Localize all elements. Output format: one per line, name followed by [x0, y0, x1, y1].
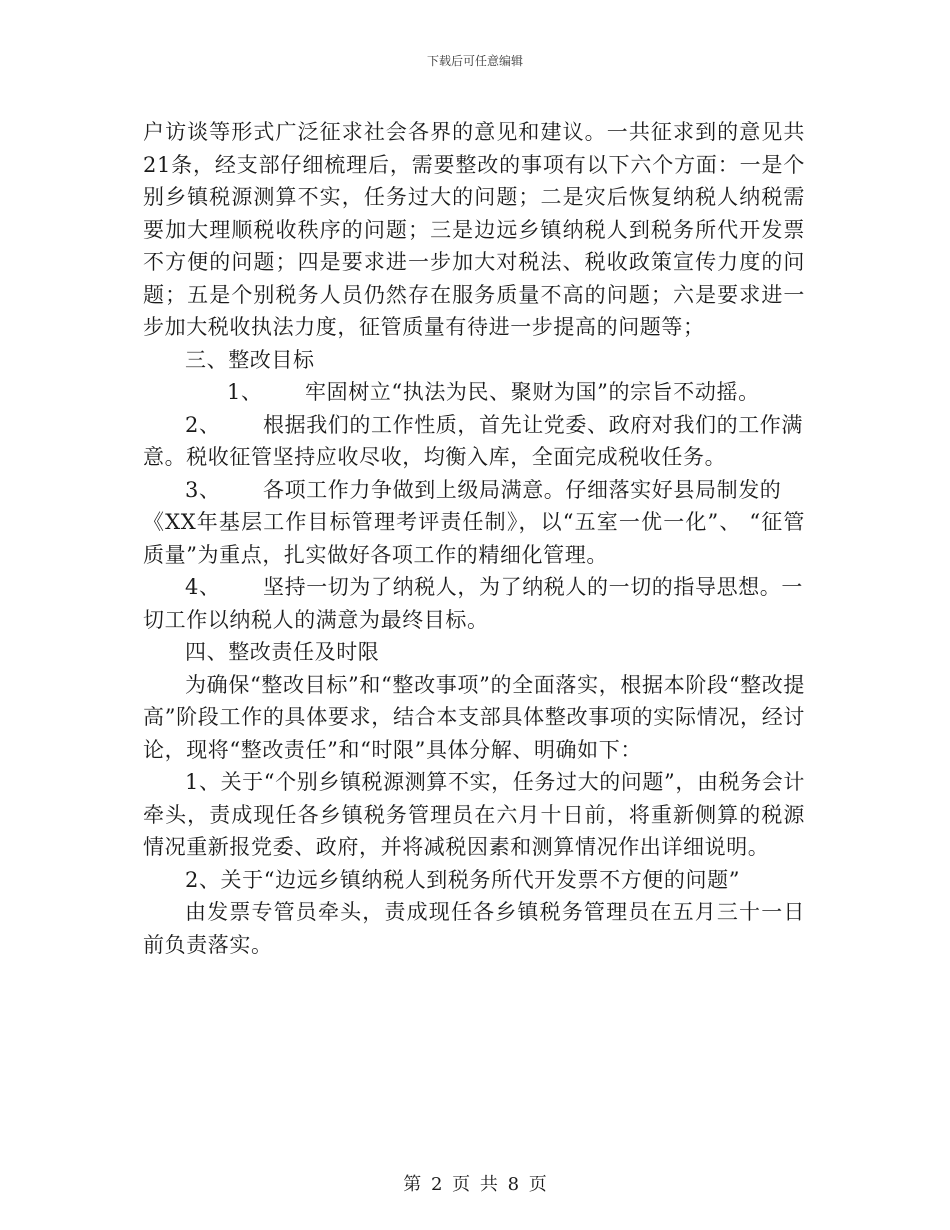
goal-text: 根据我们的工作性质，首先让党委、政府对我们的工作满: [263, 412, 803, 437]
goal-item-2: [143, 409, 805, 474]
responsibility-item-1: 1、关于“个别乡镇税源测算不实，任务过大的问题”，由税务会计牵头，责成现任各乡镇税务管理员在六月十日前，将重新侧算的税源情况重新报党委、政府，并将减税因素和测算情况作出详细说明。: [143, 770, 805, 859]
goal-text: 各项工作力争做到上级局满意。仔细落实好县局制发的: [263, 477, 782, 502]
goal-text-continued: 意。税收征管坚持应收尽收，均衡入库，全面完成税收任务。: [143, 445, 727, 469]
document-body: [143, 116, 805, 961]
goal-number: 2、: [185, 412, 221, 437]
section-heading-responsibility: 四、整改责任及时限: [185, 640, 380, 664]
goal-item-4: [143, 571, 805, 636]
page-number-footer: 第 2 页 共 8 页: [403, 1174, 547, 1195]
goal-text: 牢固树立“执法为民、聚财为国”的宗旨不动摇。: [305, 380, 760, 404]
goal-text-continued: 切工作以纳税人的满意为最终目标。: [143, 607, 489, 632]
section-heading-goals: 三、整改目标: [185, 347, 315, 372]
paragraph-opinions: 户访谈等形式广泛征求社会各界的意见和建议。一共征求到的意见共21条，经支部仔细梳理后，需要整改的事项有以下六个方面：一是个别乡镇税源测算不实，任务过大的问题；二是灾后恢复纳税人纳税需要加大理顺税收秩序的问题；三是边远乡镇纳税人到税务所代开发票不方便的问题；四是要求进一步加大对税法、税收政策宣传力度的问题；五是个别税务人员仍然存在服务质量不高的问题；六是要求进一步加大税收执法力度，征管质量有待进一步提高的问题等；: [143, 120, 805, 339]
goal-number: 1、: [227, 380, 263, 404]
goal-text: 坚持一切为了纳税人，为了纳税人的一切的指导思想。一: [263, 575, 803, 599]
goal-text-continued: 《XX年基层工作目标管理考评责任制》，以“五室一优一化”、 “征管质量”为重点，扎实做好各项工作的精细化管理。: [143, 510, 805, 567]
responsibility-item-2: 2、关于“边远乡镇纳税人到税务所代开发票不方便的问题”: [185, 867, 741, 892]
goal-number: 3、: [185, 477, 221, 502]
goal-number: 4、: [185, 575, 221, 599]
paragraph-intro: 为确保“整改目标”和“整改事项”的全面落实，根据本阶段“整改提高”阶段工作的具体要求，结合本支部具体整改事项的实际情况，经讨论，现将“整改责任”和“时限”具体分解、明确如下：: [143, 672, 805, 762]
goal-item-1: [143, 376, 805, 409]
goal-item-3: [143, 474, 805, 572]
page-header: 下载后可任意编辑: [426, 54, 523, 68]
responsibility-item-2-detail: 由发票专管员牵头，责成现任各乡镇税务管理员在五月三十一日前负责落实。: [143, 900, 805, 957]
